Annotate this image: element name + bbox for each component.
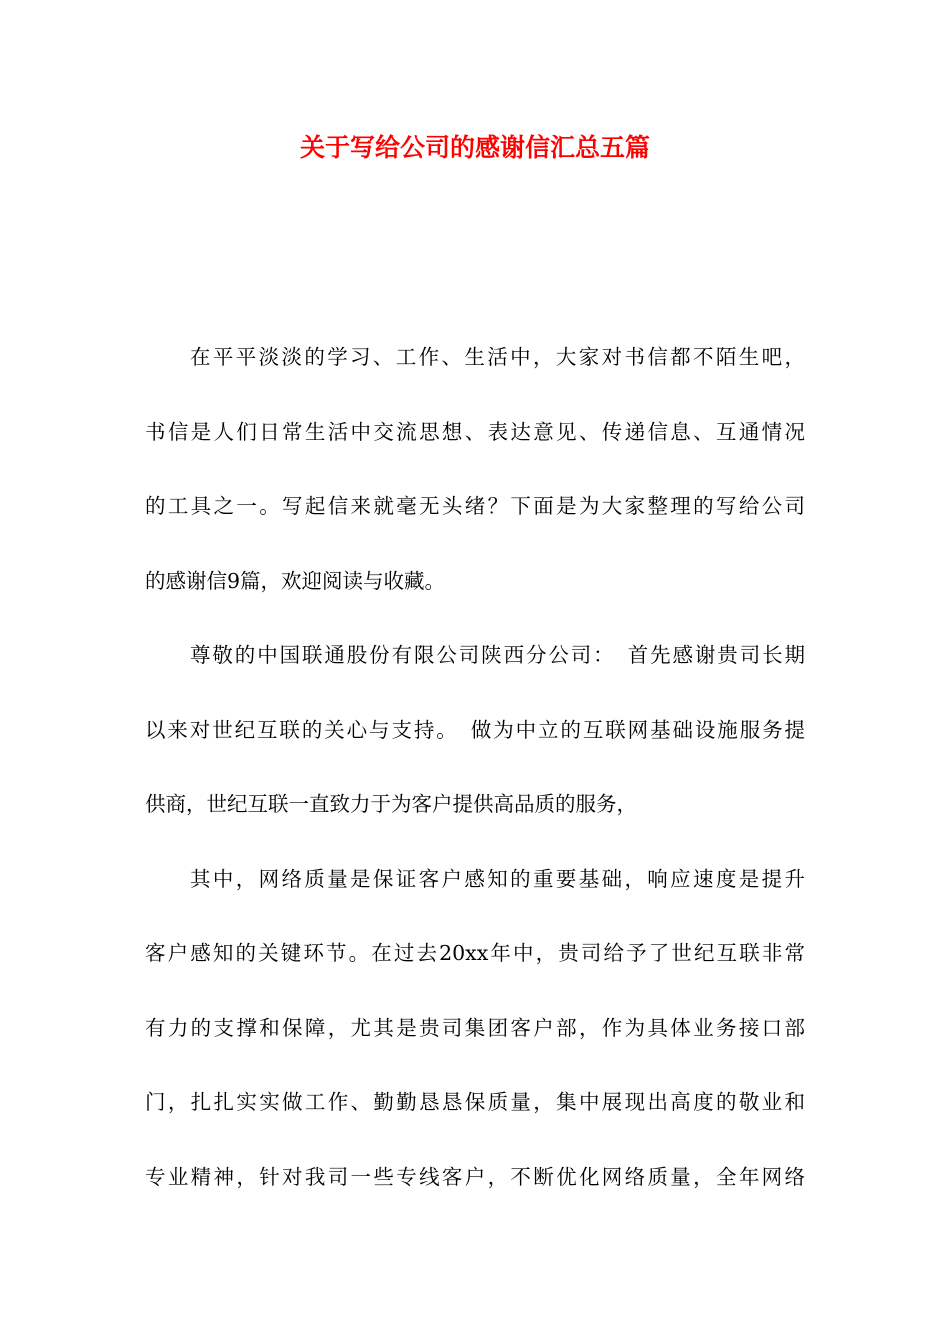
text-line: 尊敬的中国联通股份有限公司陕西分公司： 首先感谢贵司长期 [190, 643, 805, 667]
text-line: 其中，网络质量是保证客户感知的重要基础，响应速度是提升 [190, 866, 805, 891]
text-line: 在平平淡淡的学习、工作、生活中，大家对书信都不陌生吧， [190, 345, 805, 369]
document-body [145, 320, 805, 1214]
text-line: 专业精神，针对我司一些专线客户，不断优化网络质量，全年网络 [145, 1164, 805, 1189]
document-title: 关于写给公司的感谢信汇总五篇 [299, 133, 650, 162]
text-line: 有力的支撑和保障，尤其是贵司集团客户部，作为具体业务接口部 [145, 1015, 805, 1040]
text-line: 供商，世纪互联一直致力于为客户提供高品质的服务， [145, 792, 637, 816]
text-line: 以来对世纪互联的关心与支持。 做为中立的互联网基础设施服务提 [145, 717, 805, 742]
text-line: 书信是人们日常生活中交流思想、表达意见、传递信息、互通情况 [145, 419, 805, 444]
text-line: 门，扎扎实实做工作、勤勤恳恳保质量，集中展现出高度的敬业和 [145, 1090, 805, 1114]
text-line: 的感谢信9篇，欢迎阅读与收藏。 [145, 568, 446, 593]
text-line: 的工具之一。写起信来就毫无头绪？下面是为大家整理的写给公司 [145, 494, 805, 518]
text-line: 客户感知的关键环节。在过去20xx年中，贵司给予了世纪互联非常 [145, 941, 805, 965]
